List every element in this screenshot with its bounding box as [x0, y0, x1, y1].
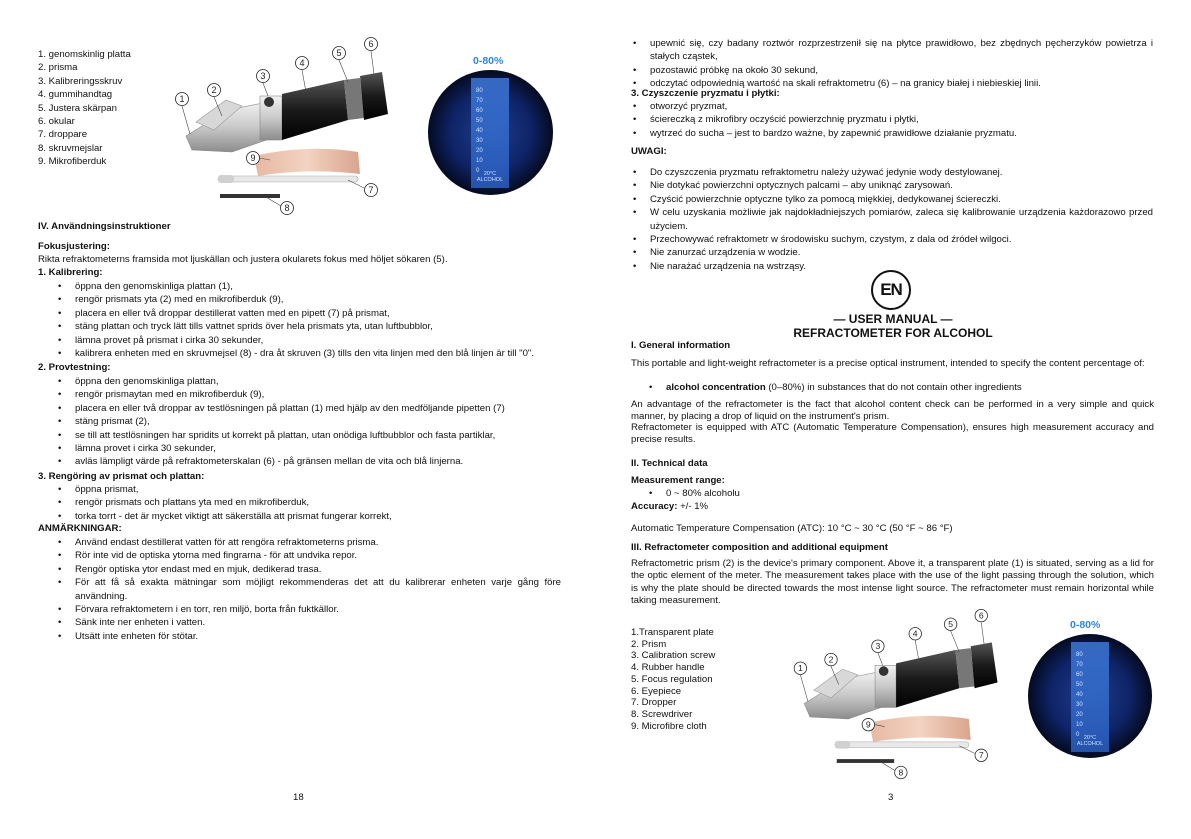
- list-item: • pozostawić próbkę na około 30 sekund,: [650, 64, 1153, 77]
- list-item: • Przechowywać refraktometr w środowisku suchym, czystym, z dala od źródeł wilgoci.: [650, 233, 1153, 246]
- page-number: 3: [888, 792, 894, 803]
- list-item: • placera en eller två droppar destillerat vatten med en pipett (7) på prismat,: [75, 307, 534, 320]
- range-list: [666, 487, 740, 500]
- language-badge-en: EN: [871, 270, 911, 310]
- accuracy-label: Accuracy:: [631, 501, 678, 512]
- parts-list-item: 4. gummihandtag: [38, 89, 113, 101]
- notes-heading: ANMÄRKNINGAR:: [38, 523, 122, 534]
- pl-clean-list: [650, 100, 1017, 140]
- parts-list-item: 3. Calibration screw: [631, 650, 716, 662]
- scale-view-image: [428, 70, 553, 195]
- parts-list-item: 7. droppare: [38, 129, 88, 141]
- list-item: • placera en eller två droppar av testlösningen på plattan (1) med hjälp av den medföljande pipetten (7): [75, 402, 505, 415]
- list-item: • Do czyszczenia pryzmatu refraktometru należy używać jedynie wody destylowanej.: [650, 166, 1153, 179]
- list-item: • Utsätt inte enheten för stötar.: [75, 630, 561, 643]
- pl-clean-heading: 3. Czyszczenie pryzmatu i płytki:: [631, 88, 780, 99]
- list-item: [666, 381, 1022, 394]
- general-bullet-rest: (0–80%) in substances that do not contain other ingredients: [765, 382, 1022, 393]
- parts-list-en: [631, 627, 715, 732]
- list-item: • Nie zanurzać urządzenia w wodzie.: [650, 246, 1153, 259]
- callout-5-label: 5: [948, 619, 954, 630]
- parts-list-item: 3. Kalibreringsskruv: [38, 75, 123, 87]
- scale-caption-alcohol: ALCOHOL: [1076, 741, 1104, 747]
- list-item: • öppna den genomskinliga plattan,: [75, 375, 505, 388]
- callout-9-label: 9: [250, 153, 256, 163]
- left-page: [0, 0, 595, 839]
- list-item: • öppna prismat,: [75, 483, 392, 496]
- list-item: • stäng plattan och tryck lätt tills vattnet sprids över hela prismats yta, utan luftbubblor,: [75, 320, 534, 333]
- parts-list-item: 4. Rubber handle: [631, 662, 705, 674]
- pl-notes-heading: UWAGI:: [631, 146, 667, 157]
- callout-1-label: 1: [179, 94, 185, 104]
- calibration-list: [75, 280, 534, 360]
- list-item: • För att få så exakta mätningar som möjligt rekommenderas det att du kalibrerar enheten varje gång före användning.: [75, 576, 561, 603]
- list-item: • se till att testlösningen har spridits ut korrekt på plattan, utan onödiga luftbubblor och fasta partiklar,: [75, 429, 505, 442]
- scale-caption-temp: 20°C: [1083, 735, 1097, 741]
- scale-tick: 20: [476, 148, 483, 154]
- list-item: • Sänk inte ner enheten i vatten.: [75, 616, 561, 629]
- list-item: • kalibrera enheten med en skruvmejsel (8) - dra åt skruven (3) tills den vita linjen med den blå linjen är till "0".: [75, 347, 534, 360]
- callout-6-label: 6: [978, 610, 984, 621]
- scale-tick: 30: [476, 138, 483, 144]
- parts-list-item: 5. Justera skärpan: [38, 102, 117, 114]
- general-list: [666, 381, 1022, 394]
- list-item: • 0 ~ 80% alcoholu: [666, 487, 740, 500]
- composition-heading: III. Refractometer composition and additional equipment: [631, 542, 888, 553]
- focus-heading: Fokusjustering:: [38, 241, 110, 252]
- manual-title-line1: — USER MANUAL —: [833, 312, 953, 326]
- callout-1-label: 1: [797, 663, 803, 674]
- scale-range-label: 0-80%: [473, 55, 504, 67]
- list-item: • odczytać odpowiednią wartość na skali refraktometru (6) – na granicy białej i niebieskiej linii.: [650, 77, 1153, 90]
- refractometer-illustration: [168, 36, 400, 218]
- scale-tick: 10: [476, 158, 483, 164]
- callout-8-label: 8: [898, 767, 904, 778]
- parts-list-item: 8. skruvmejslar: [38, 142, 103, 154]
- callout-3-label: 3: [875, 641, 881, 652]
- accuracy-value: +/- 1%: [677, 501, 709, 512]
- parts-list-item: 1. genomskinlig platta: [38, 49, 131, 60]
- atc-text: Refractometer is equipped with ATC (Automatic Temperature Compensation), ensures high measurement accuracy and precise results.: [631, 422, 1154, 446]
- atc-range: Automatic Temperature Compensation (ATC): 10 °C ~ 30 °C (50 °F ~ 86 °F): [631, 523, 953, 534]
- list-item: • Czyścić powierzchnie optyczne tylko za pomocą miękkiej, dedykowanej ściereczki.: [650, 193, 1153, 206]
- general-text: This portable and light-weight refractometer is a precise optical instrument, intended to specify the content percentage of:: [631, 358, 1145, 369]
- list-item: • avläs lämpligt värde på refraktometerskalan (6) - på gränsen mellan de vita och blå linjerna.: [75, 455, 505, 468]
- callout-2-label: 2: [211, 85, 217, 95]
- scale-tick: 70: [476, 98, 483, 104]
- list-item: • Använd endast destillerat vatten för att rengöra refraktometerns prisma.: [75, 536, 561, 549]
- pl-notes-list: [650, 166, 1153, 273]
- scale-tick: 40: [476, 128, 483, 134]
- test-heading: 2. Provtestning:: [38, 362, 111, 373]
- list-item: • Nie narażać urządzenia na wstrząsy.: [650, 260, 1153, 273]
- parts-list-item: 5. Focus regulation: [631, 673, 713, 685]
- general-heading: I. General information: [631, 340, 731, 351]
- callout-9-label: 9: [865, 719, 871, 730]
- callout-2-label: 2: [828, 654, 834, 665]
- list-item: • wytrzeć do sucha – jest to bardzo ważne, by zapewnić prawidłowe działanie pryzmatu.: [650, 127, 1017, 140]
- calibration-heading: 1. Kalibrering:: [38, 267, 103, 278]
- manual-title: [615, 312, 1171, 340]
- callout-5-label: 5: [336, 48, 342, 58]
- test-list: [75, 375, 505, 469]
- refractometer-illustration-en: [787, 606, 1009, 784]
- scale-tick: 40: [1076, 692, 1083, 698]
- parts-list: [38, 48, 131, 169]
- scale-tick: 60: [1076, 672, 1083, 678]
- list-item: • Nie dotykać powierzchni optycznych palcami – aby uniknąć zarysowań.: [650, 179, 1153, 192]
- list-item: • W celu uzyskania możliwie jak najdokładniejszych pomiarów, zaleca się kalibrowanie urządzenia każdorazowo przed użyciem.: [650, 206, 1153, 233]
- advantage-text: An advantage of the refractometer is the fact that alcohol content check can be performed in a very simple and quick manner, by placing a drop of liquid on the instrument's prism.: [631, 399, 1154, 423]
- parts-list-item: 6. okular: [38, 116, 75, 128]
- list-item: • lämna provet i cirka 30 sekunder,: [75, 442, 505, 455]
- scale-tick: 50: [476, 118, 483, 124]
- callout-4-label: 4: [912, 628, 918, 639]
- range-heading: Measurement range:: [631, 475, 725, 486]
- parts-list-item: 9. Microfibre cloth: [631, 720, 707, 732]
- callout-3-label: 3: [260, 71, 266, 81]
- list-item: • ściereczką z mikrofibry oczyścić powierzchnię pryzmatu i płytki,: [650, 113, 1017, 126]
- scale-tick: 50: [1076, 682, 1083, 688]
- parts-list-item: 9. Mikrofiberduk: [38, 156, 107, 168]
- callout-4-label: 4: [299, 58, 305, 68]
- notes-list: [75, 536, 561, 643]
- scale-caption-alcohol: ALCOHOL: [476, 177, 504, 183]
- scale-caption-temp: 20°C: [483, 171, 497, 177]
- scale-range-label-en: 0-80%: [1070, 619, 1101, 631]
- focus-text: Rikta refraktometerns framsida mot ljuskällan och justera okularets fokus med höljet sökaren (5).: [38, 254, 448, 265]
- scale-tick: 0: [1076, 732, 1080, 738]
- list-item: • stäng prismat (2),: [75, 415, 505, 428]
- scale-tick: 60: [476, 108, 483, 114]
- clean-heading: 3. Rengöring av prismat och plattan:: [38, 471, 205, 482]
- scale-tick: 30: [1076, 702, 1083, 708]
- callout-6-label: 6: [368, 39, 374, 49]
- list-item: • lämna provet på prismat i cirka 30 sekunder,: [75, 334, 534, 347]
- scale-tick: 20: [1076, 712, 1083, 718]
- parts-list-item: 1.Transparent plate: [631, 627, 714, 638]
- clean-list: [75, 483, 392, 523]
- parts-list-item: 2. Prism: [631, 638, 667, 650]
- page-number: 18: [293, 792, 304, 803]
- list-item: • Rengör optiska ytor endast med en mjuk, dedikerad trasa.: [75, 563, 561, 576]
- parts-list-item: 2. prisma: [38, 62, 78, 74]
- parts-list-item: 8. Screwdriver: [631, 708, 693, 720]
- parts-list-item: 6. Eyepiece: [631, 685, 682, 697]
- list-item: • rengör prismaytan med en mikrofiberduk (9),: [75, 388, 505, 401]
- list-item: • Rör inte vid de optiska ytorna med fingrarna - för att undvika repor.: [75, 549, 561, 562]
- manual-title-line2: REFRACTOMETER FOR ALCOHOL: [793, 326, 993, 340]
- list-item: • torka torrt - det är mycket viktigt att säkerställa att prismat fungerar korrekt,: [75, 510, 392, 523]
- scale-tick: 80: [476, 88, 483, 94]
- list-item: • rengör prismats yta (2) med en mikrofiberduk (9),: [75, 293, 534, 306]
- callout-7-label: 7: [368, 185, 374, 195]
- scale-view-image: [1028, 634, 1152, 758]
- callout-7-label: 7: [978, 750, 984, 761]
- callout-8-label: 8: [284, 203, 290, 213]
- accuracy-line: [631, 500, 708, 513]
- list-item: • öppna den genomskinliga plattan (1),: [75, 280, 534, 293]
- scale-tick: 70: [1076, 662, 1083, 668]
- list-item: • otworzyć pryzmat,: [650, 100, 1017, 113]
- list-item: • Förvara refraktometern i en torr, ren miljö, borta från fuktkällor.: [75, 603, 561, 616]
- scale-tick: 10: [1076, 722, 1083, 728]
- list-item: • rengör prismats och plattans yta med en mikrofiberduk,: [75, 496, 392, 509]
- composition-text: Refractometric prism (2) is the device's primary component. Above it, a transparent plate (1) is situated, serving as a lid for the optic element of the meter. The measurement takes place with the use of the light passing through the solution, which is why the plate should be directed towards the most intense light source. The refractometer must remain horizontal while taking measurement.: [631, 558, 1154, 607]
- section-heading-usage: IV. Användningsinstruktioner: [38, 221, 171, 232]
- pl-top-list: [650, 37, 1153, 91]
- parts-list-item: 7. Dropper: [631, 697, 677, 709]
- list-item: • upewnić się, czy badany roztwór rozprzestrzenił się na płytce prawidłowo, bez zbędnych pęcherzyków powietrza i stałych cząstek,: [650, 37, 1153, 64]
- general-bullet-bold: alcohol concentration: [666, 382, 766, 393]
- scale-tick: 0: [476, 168, 480, 174]
- tech-heading: II. Technical data: [631, 458, 708, 469]
- scale-tick: 80: [1076, 652, 1083, 658]
- right-page: [595, 0, 1191, 839]
